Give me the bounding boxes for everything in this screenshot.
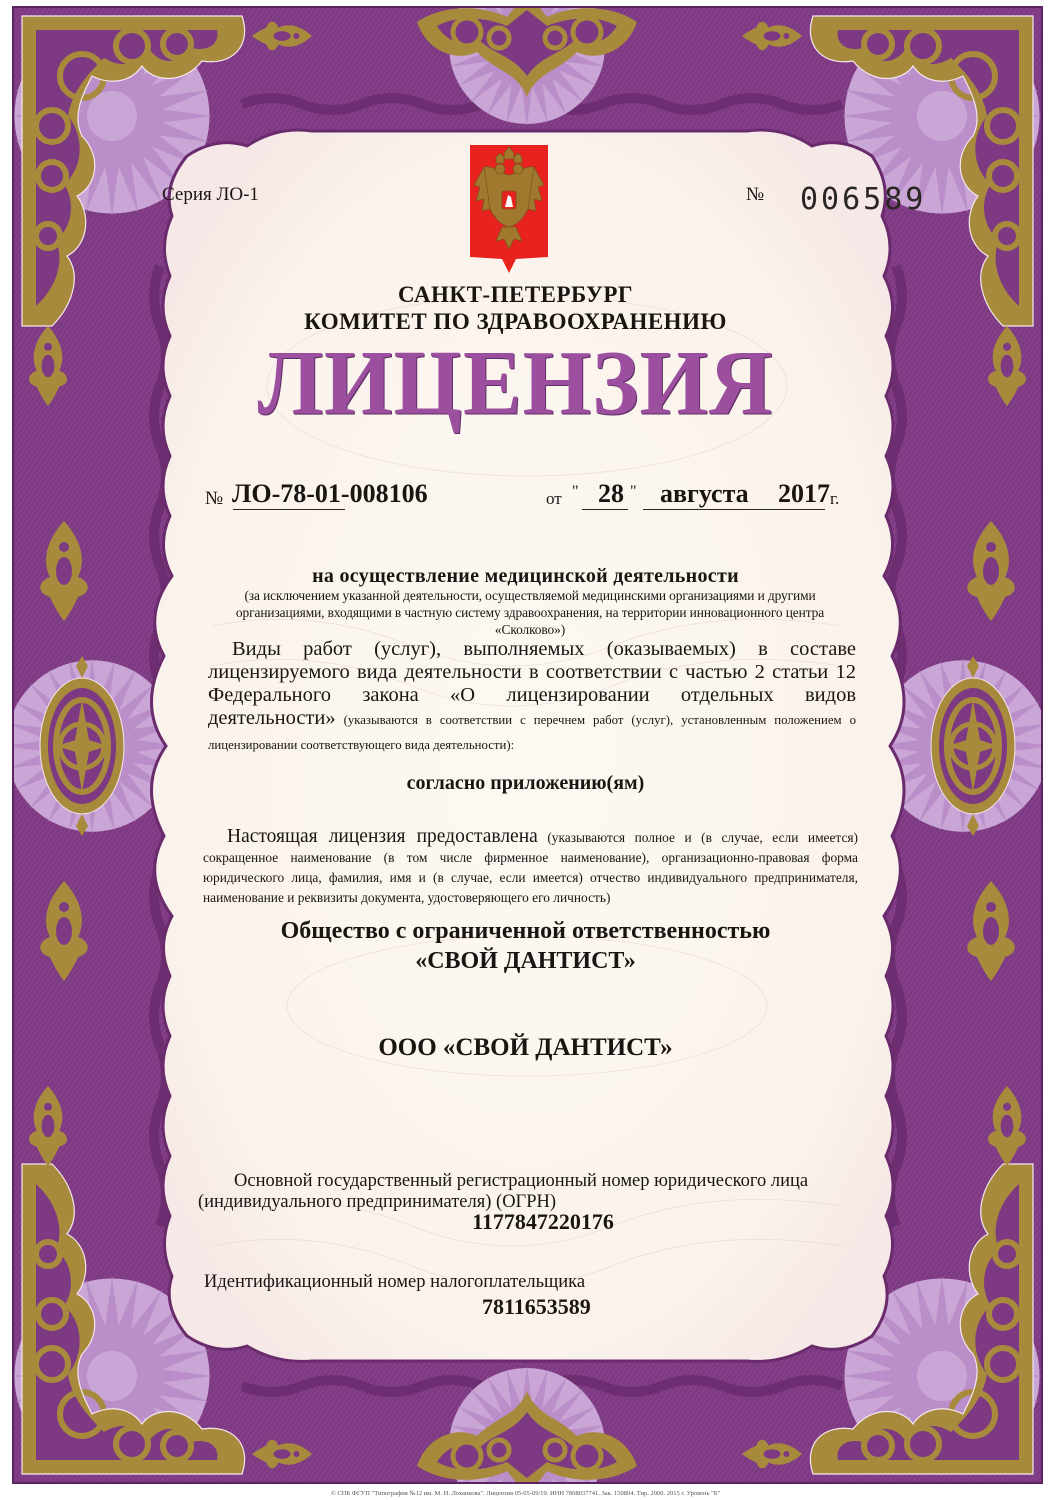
ogrn-label: Основной государственный регистрационный номер юридического лица (индивидуального предпринимателя) (ОГРН) <box>198 1171 809 1212</box>
granted-note: (указываются полное и (в случае, если имеется) сокращенное наименование (в том числе фирменное наименование), организационно-правовая форма юридического лица, фамилия, имя и (в случае, если имеется) отчество индивидуального предпринимателя, наименование и реквизиты документа, удостоверяющего его личность) <box>203 830 859 905</box>
date-quote-open: " <box>572 483 579 500</box>
licensee-full-name <box>0 916 1051 976</box>
annex-reference: согласно приложению(ям) <box>406 772 645 794</box>
document-title: ЛИЦЕНЗИЯ <box>257 332 774 435</box>
works-main-text: Виды работ (услуг), выполняемых (оказываемых) в составе лицензируемого вида деятельности в соответствии с частью 2 статьи 12 Федерального закона «О лицензировании отдельных видов деятельности» <box>208 638 856 729</box>
license-day: 28 <box>598 479 624 508</box>
inn-label: Идентификационный номер налогоплательщика <box>204 1272 586 1292</box>
issuer-city: САНКТ-ПЕТЕРБУРГ <box>397 282 634 307</box>
blank-number-sign: № <box>746 184 765 205</box>
license-month: августа <box>660 479 749 508</box>
year-suffix: г. <box>830 489 840 508</box>
activity-exclusion-note: (за исключением указанной деятельности, осуществляемой медицинскими организациями и другими организациями, входящими в частную систему здравоохранения, на территории инновационного центра «Сколково») <box>235 588 825 637</box>
granted-to-description <box>203 827 858 908</box>
month-year-underline <box>643 509 825 510</box>
works-description <box>208 638 856 757</box>
ogrn-value: 1177847220176 <box>472 1209 614 1234</box>
day-underline <box>582 509 628 510</box>
license-number-sign: № <box>205 488 224 509</box>
inn-value: 7811653589 <box>482 1294 591 1319</box>
licensee-short-name: ООО «СВОЙ ДАНТИСТ» <box>378 1034 673 1061</box>
printer-imprint: © СПБ ФГУП "Типография №12 им. М. И. Лоханкова". Лицензия 05-05-09/19. ИНН 7808037741. Зак. 150804. Тир. 2000. 2015 г. Уровень "Б" <box>330 1490 721 1497</box>
issuer-committee: КОМИТЕТ ПО ЗДРАВООХРАНЕНИЮ <box>304 309 727 334</box>
series-label: Серия ЛО-1 <box>162 184 259 205</box>
granted-main-text: Настоящая лицензия предоставлена <box>227 826 538 847</box>
license-year: 2017 <box>778 479 830 508</box>
date-quote-close: " <box>630 483 637 500</box>
licensee-full-name-line2: «СВОЙ ДАНТИСТ» <box>415 948 636 974</box>
licensee-full-name-line1: Общество с ограниченной ответственностью <box>280 918 771 944</box>
russian-coat-of-arms-icon <box>470 145 548 273</box>
date-from-label: от <box>546 489 562 508</box>
license-number-underline <box>233 509 345 510</box>
licensed-activity: на осуществление медицинской деятельности <box>312 565 739 587</box>
works-note: (указываются в соответствии с перечнем работ (услуг), установленным положением о лицензировании соответствующего вида деятельности): <box>208 713 856 752</box>
license-number: ЛО-78-01-008106 <box>232 479 428 508</box>
blank-serial-number: 006589 <box>800 182 927 217</box>
